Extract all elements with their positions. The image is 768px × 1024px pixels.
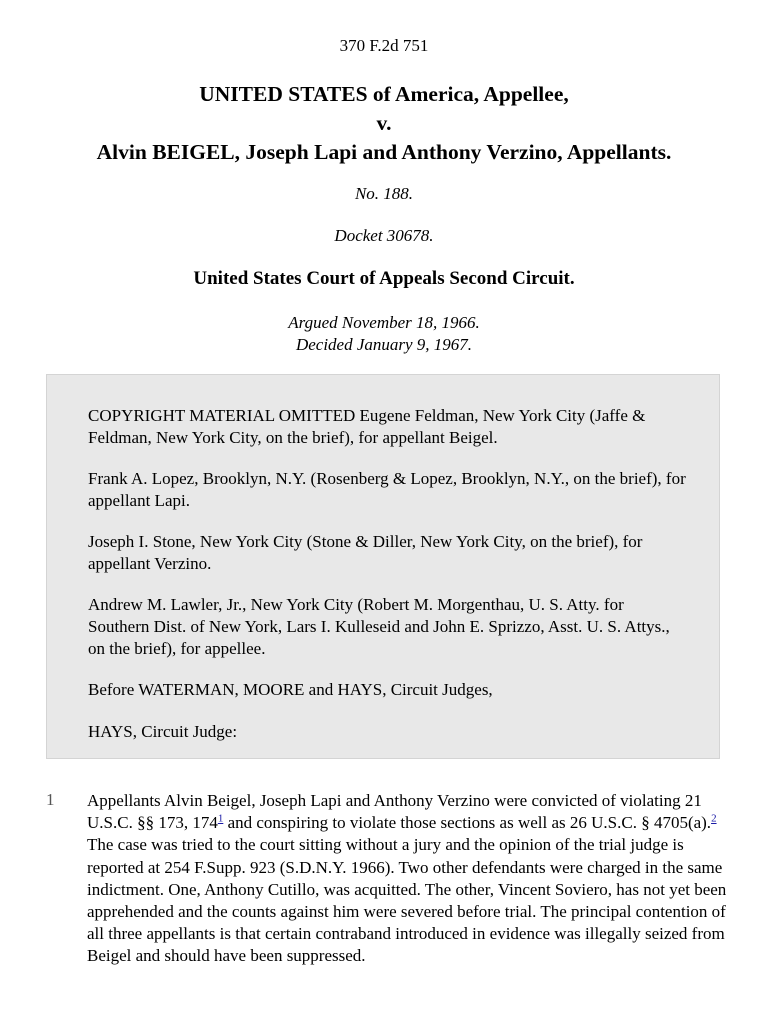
opinion-text-part2: and conspiring to violate those sections as well as 26 U.S.C. § 4705(a).	[223, 813, 712, 833]
opinion-author: HAYS, Circuit Judge:	[88, 722, 238, 741]
footnote-link-1[interactable]: 1	[217, 812, 224, 825]
opinion-text-part1: Appellants Alvin Beigel, Joseph Lapi and Anthony Verzino were convicted of violating 21 U.S.C. §§ 173, 174	[87, 791, 702, 833]
opinion-paragraph	[87, 790, 727, 968]
attorney-entry-beigel: COPYRIGHT MATERIAL OMITTED Eugene Feldman, New York City (Jaffe & Feldman, New York City, on the brief), for appellant Beigel.	[88, 406, 646, 447]
docket-number: Docket 30678.	[334, 226, 434, 245]
case-citation: 370 F.2d 751	[339, 36, 429, 55]
argued-date: Argued November 18, 1966.	[288, 313, 480, 332]
attorney-entry-verzino: Joseph I. Stone, New York City (Stone & Diller, New York City, on the brief), for appellant Verzino.	[88, 532, 643, 573]
case-title	[0, 80, 768, 167]
attorneys-panel	[46, 374, 720, 759]
case-title-appellee: UNITED STATES of America, Appellee,	[199, 82, 569, 106]
footnote-link-2[interactable]: 2	[711, 812, 717, 825]
case-title-versus: v.	[376, 111, 392, 135]
case-title-appellants: Alvin BEIGEL, Joseph Lapi and Anthony Verzino, Appellants.	[96, 140, 672, 164]
paragraph-number: 1	[46, 790, 55, 809]
court-name: United States Court of Appeals Second Circuit.	[193, 268, 575, 289]
attorney-entry-appellee: Andrew M. Lawler, Jr., New York City (Robert M. Morgenthau, U. S. Atty. for Southern Dist. of New York, Lars I. Kulleseid and John E. Sprizzo, Asst. U. S. Attys., on the brief), for appellee.	[88, 595, 670, 658]
case-dates	[0, 312, 768, 356]
decided-date: Decided January 9, 1967.	[295, 335, 473, 354]
panel-judges: Before WATERMAN, MOORE and HAYS, Circuit Judges,	[88, 680, 493, 699]
attorney-entry-lapi: Frank A. Lopez, Brooklyn, N.Y. (Rosenberg & Lopez, Brooklyn, N.Y., on the brief), for appellant Lapi.	[88, 469, 686, 510]
case-number: No. 188.	[354, 184, 414, 203]
opinion-text-part3: The case was tried to the court sitting without a jury and the opinion of the trial judge is reported at 254 F.Supp. 923 (S.D.N.Y. 1966). Two other defendants were charged in the same indictment. One, Anthony Cutillo, was acquitted. The other, Vincent Soviero, has not yet been apprehended and the counts against him were severed before trial. The principal contention of all three appellants is that certain contraband introduced in evidence was illegally seized from Beigel and should have been suppressed.	[87, 835, 727, 966]
